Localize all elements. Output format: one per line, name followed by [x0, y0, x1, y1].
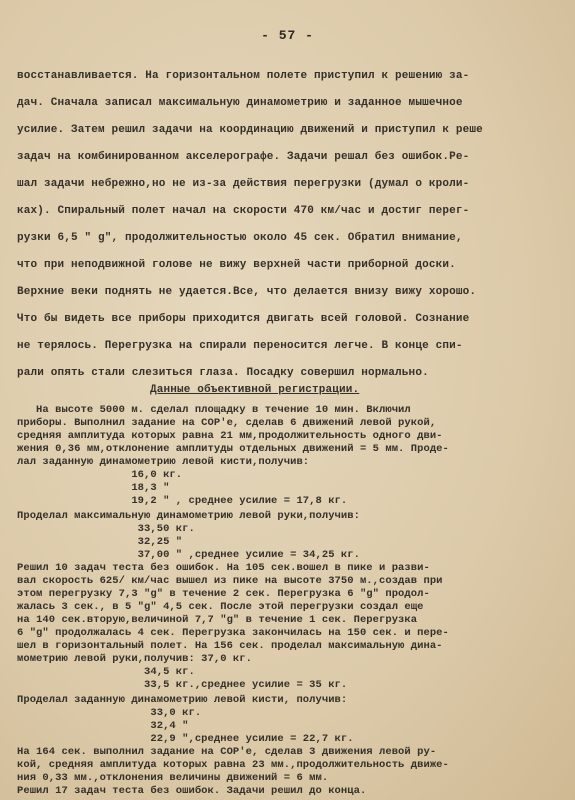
text-line: не терялось. Перегрузка на спирали переносится легче. В конце спи- [17, 340, 463, 352]
text-line: лал заданную динамометрию левой кисти,получив: [17, 456, 310, 468]
text-line: 33,0 кг. [17, 707, 202, 719]
text-line: На высоте 5000 м. сделал площадку в течение 10 мин. Включил [17, 404, 411, 416]
text-line: дач. Сначала записал максимальную динамометрию и заданное мышечное [17, 97, 463, 109]
text-line: Решил 10 задач теста без ошибок. На 105 сек.вошел в пике и разви- [17, 562, 430, 574]
text-line: рузки 6,5 " g", продолжительностью около 45 сек. Обратил внимание, [17, 232, 463, 244]
text-line: 32,25 " [17, 536, 183, 548]
text-line: 6 "g" продолжалась 4 сек. Перегрузка закончилась на 150 сек. и пере- [17, 627, 449, 639]
text-line: 34,5 кг. [17, 666, 195, 678]
text-line: 33,50 кг. [17, 523, 195, 535]
text-line: 37,00 " ,среднее усилие = 34,25 кг. [17, 549, 360, 561]
text-line: средняя амплитуда которых равна 21 мм,продолжительность одного дви- [17, 430, 443, 442]
text-line: 16,0 кг. [17, 469, 183, 481]
page-number: - 57 - [261, 28, 314, 43]
text-line: 32,4 " [17, 720, 189, 732]
text-line: задач на комбинированном акселерографе. Задачи решал без ошибок.Ре- [17, 151, 470, 163]
text-line: На 164 сек. выполнил задание на СОР'е, сделав 3 движения левой ру- [17, 746, 437, 758]
section-heading: Данные объективной регистрации. [150, 384, 360, 396]
text-line: 19,2 " , среднее усилие = 17,8 кг. [17, 495, 348, 507]
text-line: рали опять стали слезиться глаза. Посадку совершил нормально. [17, 367, 429, 379]
text-line: на 140 сек.вторую,величиной 7,7 "g" в течение 1 сек. Перегрузка [17, 614, 418, 626]
text-line: шел в горизонтальный полет. На 156 сек. проделал максимальную дина- [17, 640, 443, 652]
text-line: Проделал максимальную динамометрию левой руки,получив: [17, 510, 360, 522]
text-line: 22,9 ",среднее усилие = 22,7 кг. [17, 733, 354, 745]
text-line: ках). Спиральный полет начал на скорости 470 км/час и достиг перег- [17, 205, 470, 217]
text-line: 18,3 " [17, 482, 170, 494]
text-line: жения 0,36 мм,отклонение амплитуды отдельных движений = 5 мм. Проде- [17, 443, 449, 455]
text-line: 33,5 кг.,среднее усилие = 35 кг. [17, 679, 348, 691]
text-line: ния 0,33 мм.,отклонения величины движений = 6 мм. [17, 772, 329, 784]
text-line: мометрию левой руки,получив: 37,0 кг. [17, 653, 252, 665]
text-line: кой, средняя амплитуда которых равна 23 мм.,продолжительность движе- [17, 759, 449, 771]
text-line: приборы. Выполнил задание на СОР'е, сделав 6 движений левой рукой, [17, 417, 437, 429]
text-line: усилие. Затем решил задачи на координацию движений и приступил к реше [17, 124, 483, 136]
text-line: восстанавливается. На горизонтальном полете приступил к решению за- [17, 70, 470, 82]
text-line: Что бы видеть все приборы приходится двигать всей головой. Сознание [17, 313, 470, 325]
text-line: этом перегрузку 7,3 "g" в течение 2 сек. Перегрузка 6 "g" продол- [17, 588, 430, 600]
text-line: жалась 3 сек., в 5 "g" 4,5 сек. После этой перегрузки создал еще [17, 601, 424, 613]
text-line: шал задачи небрежно,но не из-за действия перегрузки (думал о кроли- [17, 178, 470, 190]
text-line: что при неподвижной голове не вижу верхней части приборной доски. [17, 259, 456, 271]
text-line: Проделал заданную динамометрию левой кисти, получив: [17, 694, 348, 706]
text-line: вал скорость 625/ км/час вышел из пике на высоте 3750 м.,создав при [17, 575, 443, 587]
text-line: Решил 17 задач теста без ошибок. Задачи решил до конца. [17, 785, 367, 797]
text-line: Верхние веки поднять не удается.Все, что делается внизу вижу хорошо. [17, 286, 477, 298]
